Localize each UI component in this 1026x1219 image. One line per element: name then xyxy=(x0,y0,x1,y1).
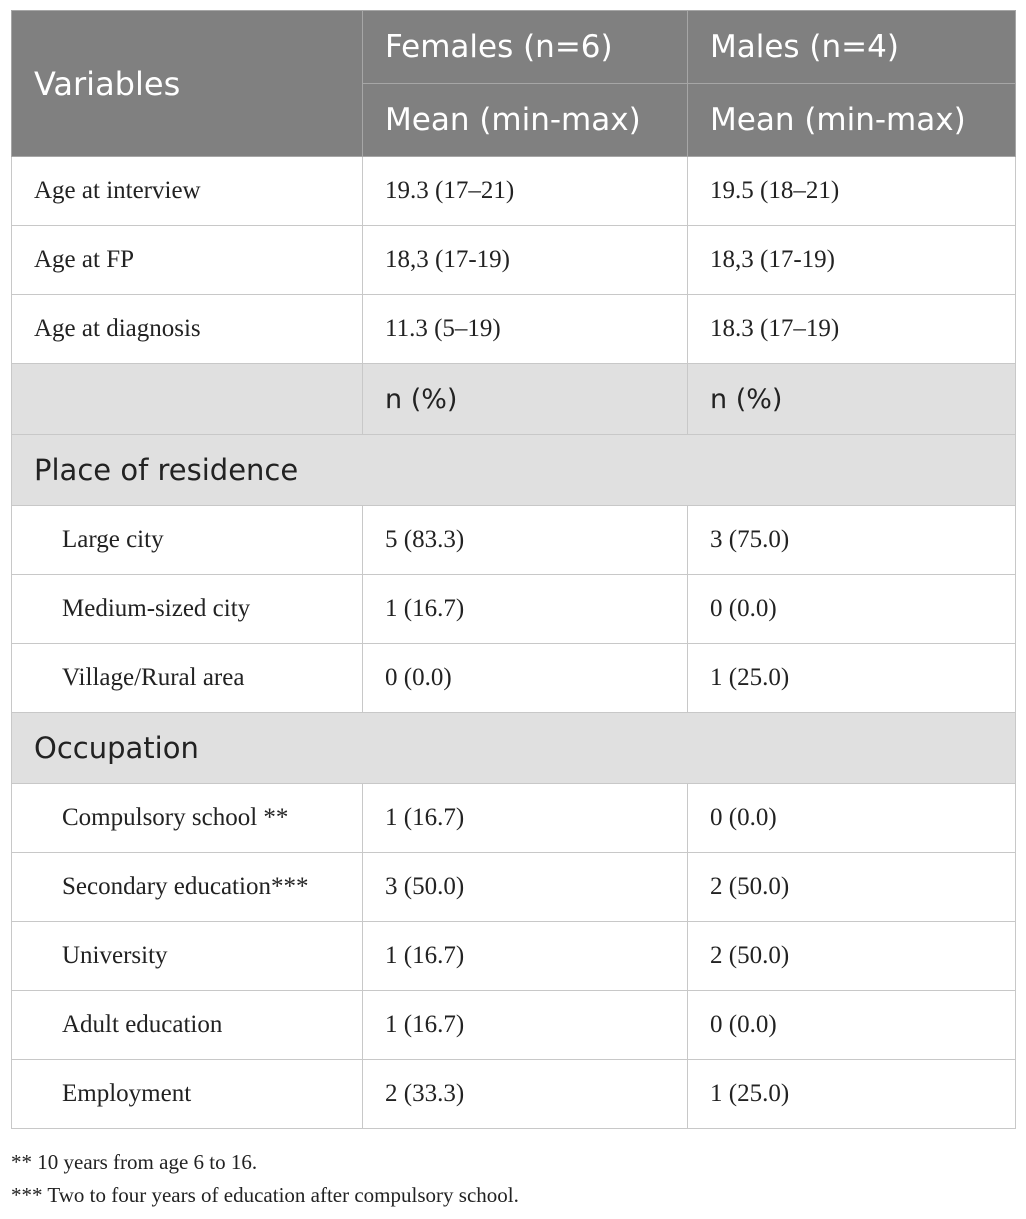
table-row-employment xyxy=(12,1060,1016,1129)
table-row-age-diagnosis xyxy=(12,295,1016,364)
females-value: 5 (83.3) xyxy=(363,506,688,575)
section-row-occupation xyxy=(12,713,1016,784)
header-females: Females (n=6) xyxy=(363,11,688,84)
males-value: 19.5 (18–21) xyxy=(688,157,1016,226)
males-value: 18,3 (17-19) xyxy=(688,226,1016,295)
footnotes xyxy=(11,1146,519,1212)
males-value: 3 (75.0) xyxy=(688,506,1016,575)
males-value: 1 (25.0) xyxy=(688,644,1016,713)
females-value: 1 (16.7) xyxy=(363,991,688,1060)
males-value: 2 (50.0) xyxy=(688,922,1016,991)
table-row-compulsory-school xyxy=(12,784,1016,853)
females-value: 19.3 (17–21) xyxy=(363,157,688,226)
row-label: Medium-sized city xyxy=(12,575,363,644)
count-header-label xyxy=(12,364,363,435)
table-row-count-header xyxy=(12,364,1016,435)
section-row-residence xyxy=(12,435,1016,506)
table-row-medium-city xyxy=(12,575,1016,644)
row-label: Large city xyxy=(12,506,363,575)
section-title-occupation: Occupation xyxy=(12,713,1016,784)
header-row-groups xyxy=(12,11,1016,84)
row-label: Employment xyxy=(12,1060,363,1129)
table-row-village xyxy=(12,644,1016,713)
females-value: 3 (50.0) xyxy=(363,853,688,922)
males-value: 18.3 (17–19) xyxy=(688,295,1016,364)
table-row-large-city xyxy=(12,506,1016,575)
females-value: 1 (16.7) xyxy=(363,922,688,991)
table-row-university xyxy=(12,922,1016,991)
row-label: Adult education xyxy=(12,991,363,1060)
footnote-compulsory: ** 10 years from age 6 to 16. xyxy=(11,1150,258,1174)
females-value: 18,3 (17-19) xyxy=(363,226,688,295)
table-row-secondary-education xyxy=(12,853,1016,922)
table-row-adult-education xyxy=(12,991,1016,1060)
footnote-secondary: *** Two to four years of education after compulsory school. xyxy=(11,1183,519,1207)
section-title-residence: Place of residence xyxy=(12,435,1016,506)
header-males: Males (n=4) xyxy=(688,11,1016,84)
row-label: Secondary education*** xyxy=(12,853,363,922)
table-row-age-fp xyxy=(12,226,1016,295)
demographics-table xyxy=(11,10,1016,1129)
males-value: 2 (50.0) xyxy=(688,853,1016,922)
males-value: 0 (0.0) xyxy=(688,784,1016,853)
header-variables: Variables xyxy=(12,11,363,157)
row-label: Age at diagnosis xyxy=(12,295,363,364)
males-value: 0 (0.0) xyxy=(688,575,1016,644)
row-label: Age at FP xyxy=(12,226,363,295)
females-value: 1 (16.7) xyxy=(363,784,688,853)
females-value: 0 (0.0) xyxy=(363,644,688,713)
row-label: Village/Rural area xyxy=(12,644,363,713)
females-value: 11.3 (5–19) xyxy=(363,295,688,364)
header-males-stat: Mean (min-max) xyxy=(688,84,1016,157)
header-females-stat: Mean (min-max) xyxy=(363,84,688,157)
females-value: 1 (16.7) xyxy=(363,575,688,644)
count-header-males: n (%) xyxy=(688,364,1016,435)
females-value: 2 (33.3) xyxy=(363,1060,688,1129)
table-row-age-interview xyxy=(12,157,1016,226)
demographics-table-container xyxy=(11,10,1015,1129)
row-label: Age at interview xyxy=(12,157,363,226)
males-value: 1 (25.0) xyxy=(688,1060,1016,1129)
row-label: Compulsory school ** xyxy=(12,784,363,853)
males-value: 0 (0.0) xyxy=(688,991,1016,1060)
row-label: University xyxy=(12,922,363,991)
count-header-females: n (%) xyxy=(363,364,688,435)
